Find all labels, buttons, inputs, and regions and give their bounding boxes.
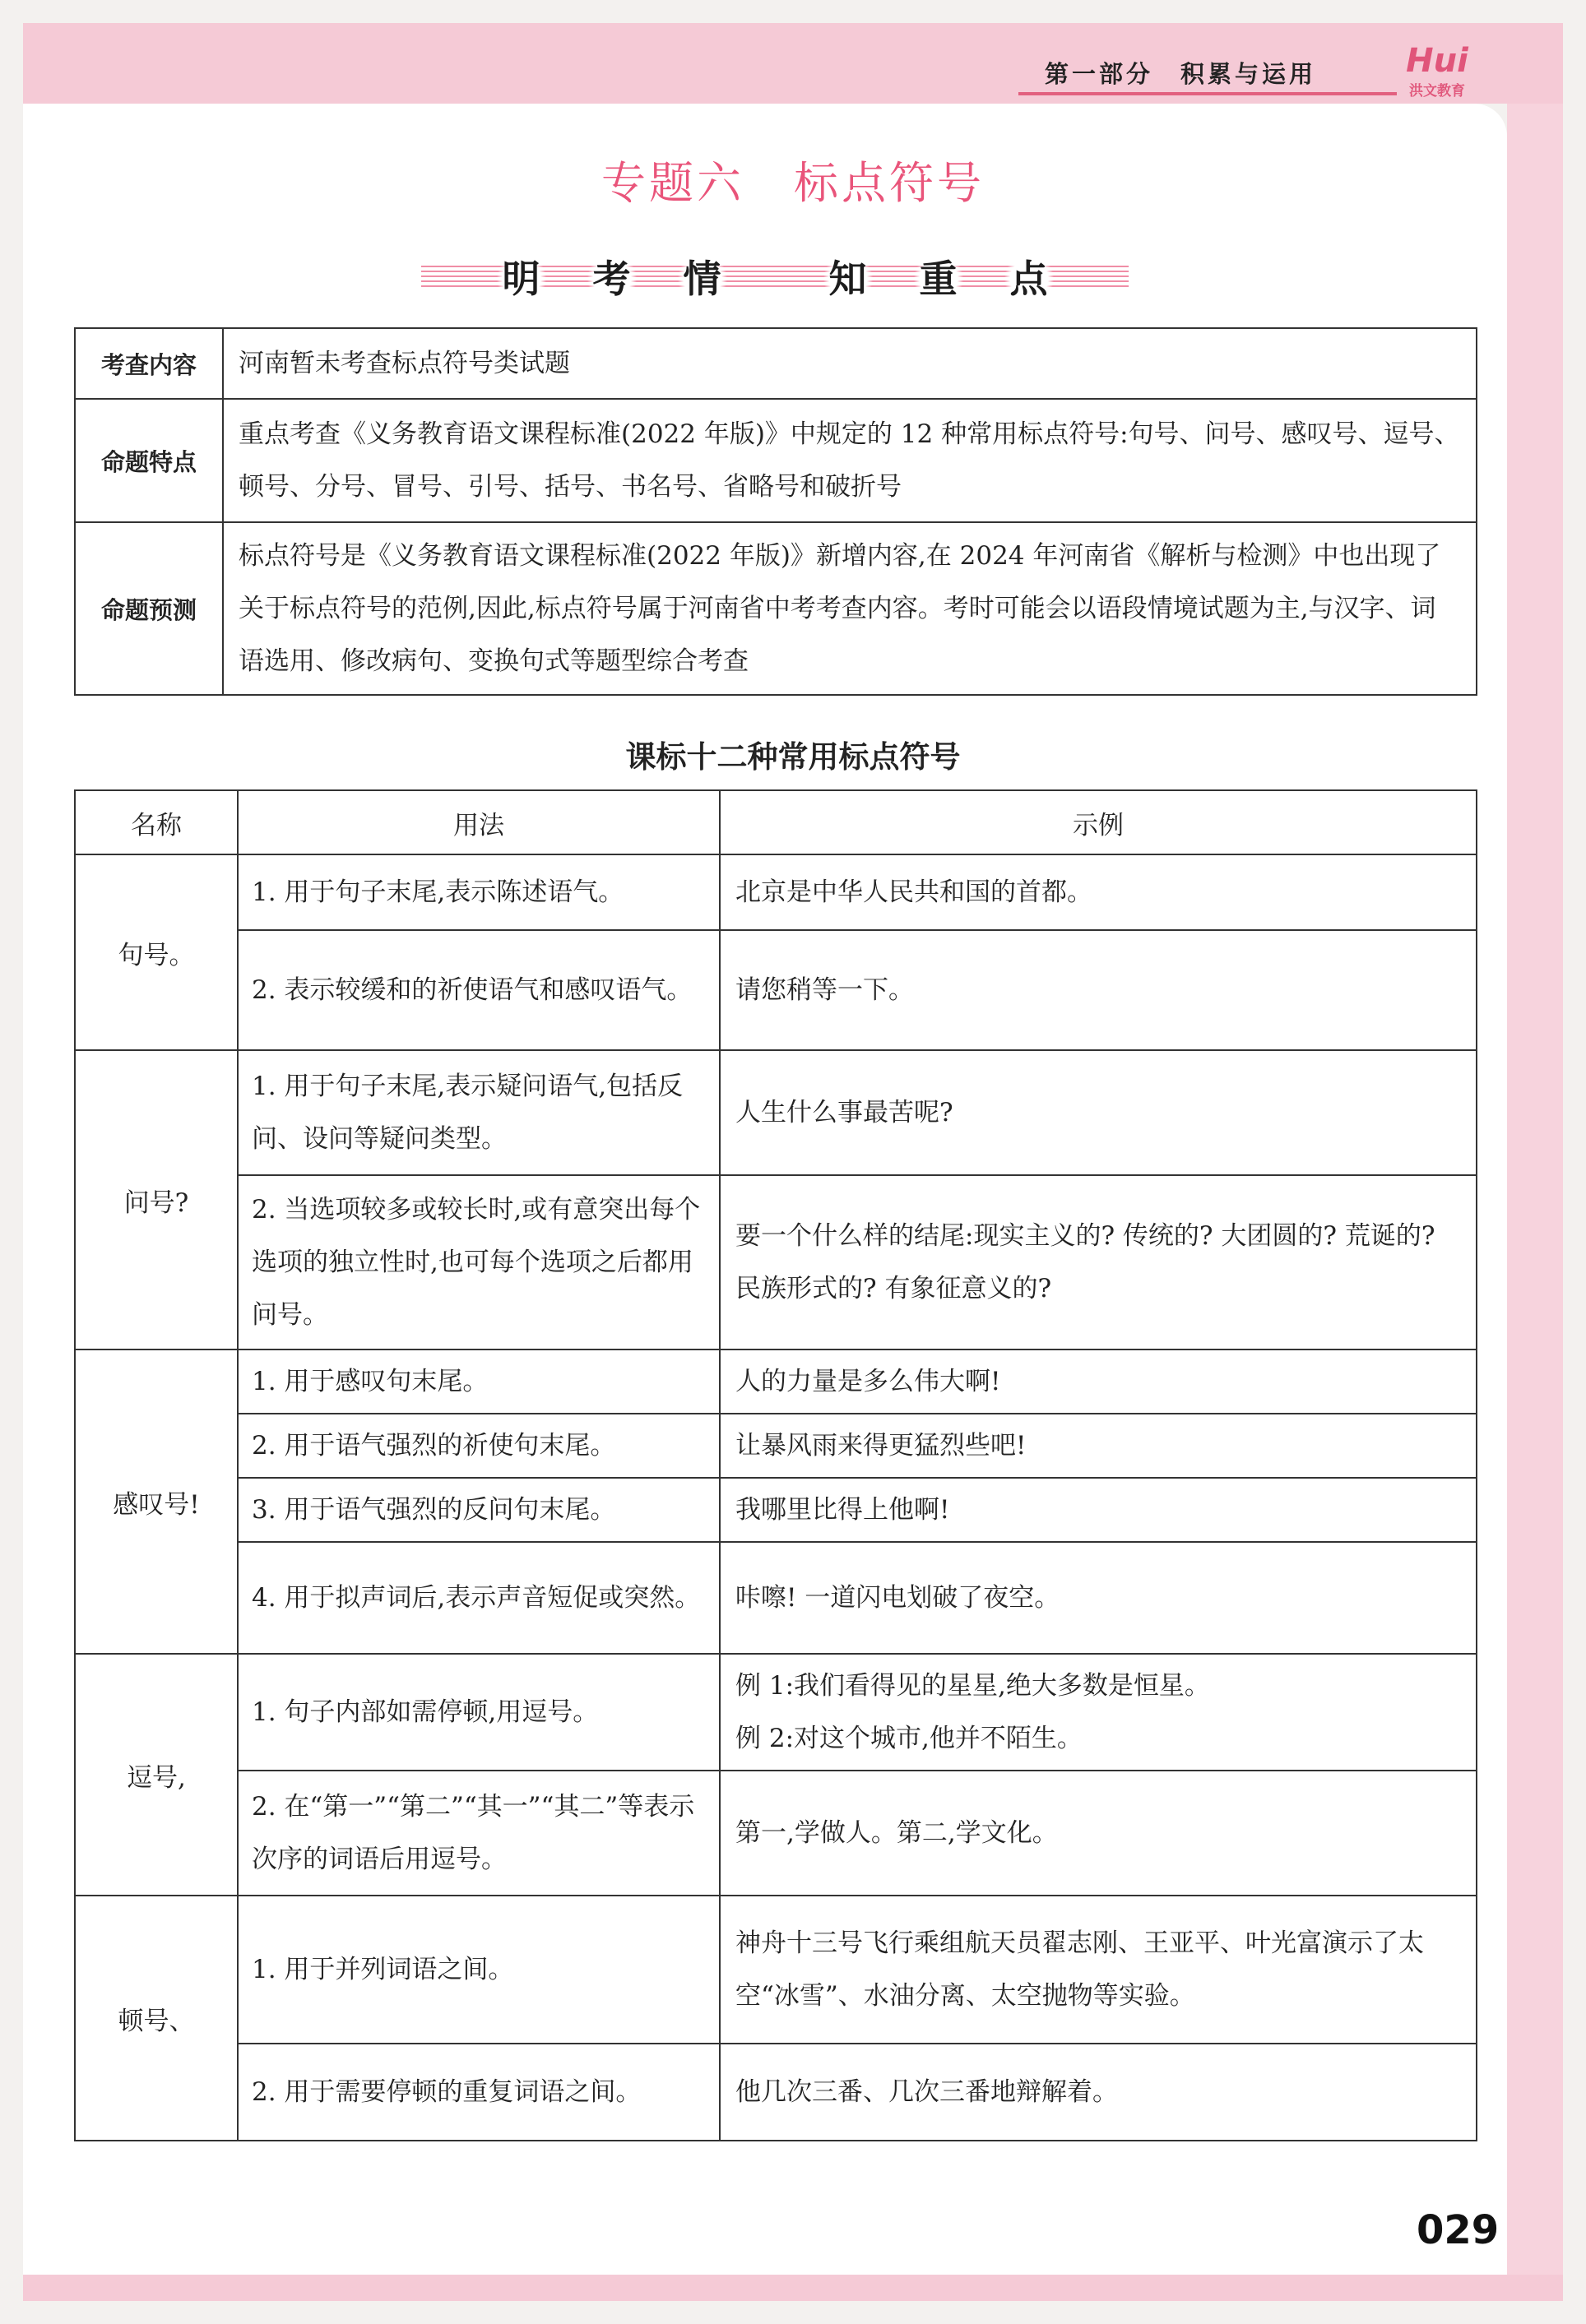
info-key: 命题特点 — [75, 399, 223, 522]
usage-cell: 3. 用于语气强烈的反问句末尾。 — [238, 1478, 720, 1542]
logo-brand: Hui — [1406, 42, 1468, 80]
example-cell: 人生什么事最苦呢? — [720, 1050, 1477, 1175]
table-header-row — [75, 790, 1477, 854]
table-row — [75, 1542, 1477, 1654]
column-header-usage: 用法 — [238, 790, 720, 854]
usage-cell: 1. 用于句子末尾,表示陈述语气。 — [238, 854, 720, 930]
info-key: 命题预测 — [75, 522, 223, 695]
table-row — [75, 1771, 1477, 1896]
example-cell: 让暴风雨来得更猛烈些吧! — [720, 1414, 1477, 1478]
table-row — [75, 930, 1477, 1050]
usage-cell: 2. 在“第一”“第二”“其一”“其二”等表示次序的词语后用逗号。 — [238, 1771, 720, 1896]
usage-cell: 2. 用于语气强烈的祈使句末尾。 — [238, 1414, 720, 1478]
punct-name: 顿号、 — [75, 1896, 238, 2141]
banner-char: 考 — [586, 257, 638, 301]
usage-cell: 1. 句子内部如需停顿,用逗号。 — [238, 1654, 720, 1771]
info-value: 河南暂未考查标点符号类试题 — [223, 328, 1477, 399]
punctuation-table — [74, 789, 1477, 2141]
table-row — [75, 1175, 1477, 1349]
table-row — [75, 2044, 1477, 2141]
usage-cell: 1. 用于句子末尾,表示疑问语气,包括反问、设问等疑问类型。 — [238, 1050, 720, 1175]
usage-cell: 4. 用于拟声词后,表示声音短促或突然。 — [238, 1542, 720, 1654]
publisher-logo — [1400, 43, 1474, 100]
info-value: 标点符号是《义务教育语文课程标准(2022 年版)》新增内容,在 2024 年河南省《解析与检测》中也出现了关于标点符号的范例,因此,标点符号属于河南省中考考查内容。考时可能会以语段情境试题为主,与汉字、词语选用、修改病句、变换句式等题型综合考查 — [223, 522, 1477, 695]
section-banner — [421, 257, 1129, 301]
table-row — [75, 328, 1477, 399]
example-cell: 人的力量是多么伟大啊! — [720, 1349, 1477, 1414]
usage-cell: 1. 用于感叹句末尾。 — [238, 1349, 720, 1414]
usage-cell: 2. 当选项较多或较长时,或有意突出每个选项的独立性时,也可每个选项之后都用问号。 — [238, 1175, 720, 1349]
punct-name: 感叹号! — [75, 1349, 238, 1654]
usage-cell: 1. 用于并列词语之间。 — [238, 1896, 720, 2044]
usage-cell: 2. 表示较缓和的祈使语气和感叹语气。 — [238, 930, 720, 1050]
punct-name: 句号。 — [75, 854, 238, 1050]
table-row — [75, 854, 1477, 930]
logo-org: 洪文教育 — [1409, 83, 1465, 100]
table-row — [75, 1349, 1477, 1414]
table-row — [75, 1414, 1477, 1478]
column-header-name: 名称 — [75, 790, 238, 854]
table-row — [75, 1896, 1477, 2044]
table-row — [75, 1478, 1477, 1542]
example-cell: 请您稍等一下。 — [720, 930, 1477, 1050]
banner-char: 情 — [676, 257, 729, 301]
usage-cell: 2. 用于需要停顿的重复词语之间。 — [238, 2044, 720, 2141]
punct-name: 逗号, — [75, 1654, 238, 1896]
punctuation-table-title: 课标十二种常用标点符号 — [625, 739, 961, 775]
punct-name: 问号? — [75, 1050, 238, 1349]
page-number: 029 — [1417, 2207, 1500, 2253]
example-cell: 要一个什么样的结尾:现实主义的? 传统的? 大团圆的? 荒诞的? 民族形式的? 有象征意义的? — [720, 1175, 1477, 1349]
example-cell: 他几次三番、几次三番地辩解着。 — [720, 2044, 1477, 2141]
exam-info-table — [74, 327, 1477, 696]
table-row — [75, 1050, 1477, 1175]
info-key: 考查内容 — [75, 328, 223, 399]
example-cell: 我哪里比得上他啊! — [720, 1478, 1477, 1542]
table-row — [75, 522, 1477, 695]
right-edge-strip — [1507, 104, 1563, 2275]
banner-char: 明 — [495, 257, 548, 301]
title-topic-name: 标点符号 — [794, 157, 985, 209]
header-underline — [1018, 92, 1397, 95]
banner-char: 点 — [1003, 257, 1055, 301]
banner-char: 知 — [822, 257, 874, 301]
example-cell: 第一,学做人。第二,学文化。 — [720, 1771, 1477, 1896]
table-row — [75, 399, 1477, 522]
info-value: 重点考查《义务教育语文课程标准(2022 年版)》中规定的 12 种常用标点符号:句号、问号、感叹号、逗号、顿号、分号、冒号、引号、括号、书名号、省略号和破折号 — [223, 399, 1477, 522]
example-cell — [720, 1654, 1477, 1771]
example-cell: 神舟十三号飞行乘组航天员翟志刚、王亚平、叶光富演示了太空“冰雪”、水油分离、太空抛物等实验。 — [720, 1896, 1477, 2044]
column-header-example: 示例 — [720, 790, 1477, 854]
example-cell: 北京是中华人民共和国的首都。 — [720, 854, 1477, 930]
example-line: 例 2:对这个城市,他并不陌生。 — [735, 1724, 1083, 1753]
example-line: 例 1:我们看得见的星星,绝大多数是恒星。 — [735, 1671, 1210, 1701]
title-topic-number: 专题六 — [601, 157, 744, 209]
bottom-band — [23, 2275, 1563, 2301]
banner-char: 重 — [912, 257, 965, 301]
table-row — [75, 1654, 1477, 1771]
running-header: 第一部分 积累与运用 — [1045, 60, 1317, 88]
page-title — [0, 148, 1586, 211]
example-cell: 咔嚓! 一道闪电划破了夜空。 — [720, 1542, 1477, 1654]
